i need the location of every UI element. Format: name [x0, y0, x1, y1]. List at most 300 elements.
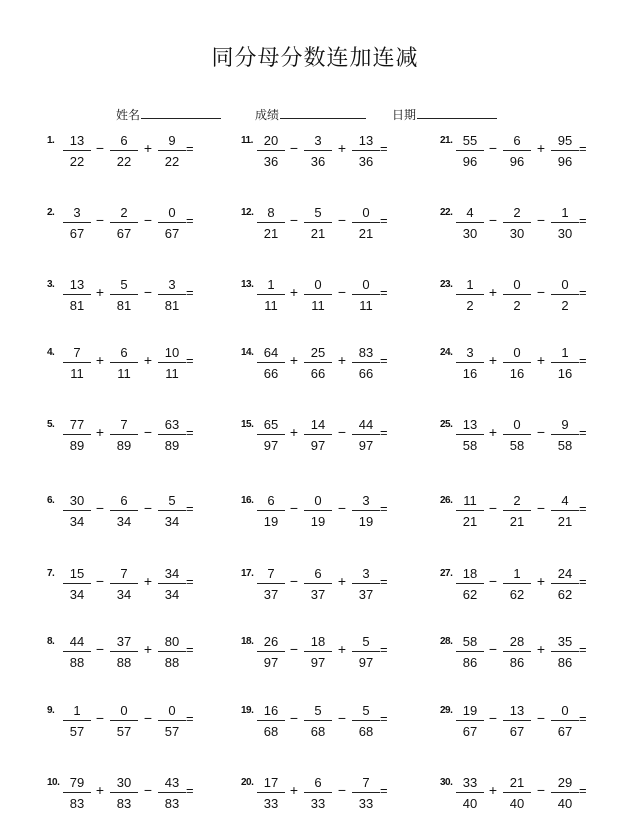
fraction — [550, 345, 580, 381]
numerator: 18 — [462, 566, 478, 581]
fraction-bar — [352, 583, 380, 584]
fraction-bar — [110, 362, 138, 363]
numerator: 5 — [120, 277, 128, 292]
fraction-bar — [110, 583, 138, 584]
denominator: 37 — [310, 587, 326, 602]
fraction-bar — [158, 792, 186, 793]
fraction — [550, 775, 580, 811]
denominator: 67 — [116, 226, 132, 241]
fraction — [157, 493, 187, 529]
denominator: 40 — [462, 796, 478, 811]
problem — [241, 775, 391, 815]
numerator: 11 — [463, 493, 477, 508]
fraction-bar — [110, 792, 138, 793]
fraction — [109, 345, 139, 381]
equals-sign: = — [579, 213, 587, 228]
operator: + — [95, 284, 105, 300]
operator: + — [143, 352, 153, 368]
equals-sign: = — [579, 574, 587, 589]
numerator: 83 — [358, 345, 374, 360]
numerator: 5 — [362, 703, 370, 718]
fraction — [256, 634, 286, 670]
fraction — [303, 634, 333, 670]
fraction-bar — [257, 362, 285, 363]
numerator: 0 — [561, 277, 569, 292]
fraction — [62, 345, 92, 381]
fraction-bar — [456, 510, 484, 511]
numerator: 64 — [263, 345, 279, 360]
problem-number: 3. — [47, 279, 55, 290]
equals-sign: = — [186, 642, 194, 657]
numerator: 7 — [120, 566, 128, 581]
denominator: 40 — [557, 796, 573, 811]
operator: − — [289, 710, 299, 726]
problem — [241, 566, 391, 606]
denominator: 16 — [557, 366, 573, 381]
fraction-bar — [304, 510, 332, 511]
numerator: 16 — [263, 703, 279, 718]
problem — [440, 133, 590, 173]
fraction-bar — [110, 651, 138, 652]
denominator: 34 — [69, 587, 85, 602]
numerator: 4 — [561, 493, 569, 508]
fraction — [303, 205, 333, 241]
denominator: 86 — [509, 655, 525, 670]
problem — [47, 493, 197, 533]
fraction — [550, 634, 580, 670]
equals-sign: = — [579, 141, 587, 156]
fraction — [256, 417, 286, 453]
score-blank-line[interactable] — [280, 108, 366, 119]
denominator: 22 — [164, 154, 180, 169]
operator: − — [488, 573, 498, 589]
denominator: 81 — [164, 298, 180, 313]
problem — [440, 417, 590, 457]
equals-sign: = — [380, 213, 388, 228]
fraction — [502, 703, 532, 739]
fraction — [550, 703, 580, 739]
problem-number: 19. — [241, 705, 254, 716]
numerator: 1 — [561, 205, 569, 220]
fraction-bar — [503, 222, 531, 223]
numerator: 3 — [73, 205, 81, 220]
numerator: 43 — [164, 775, 180, 790]
denominator: 57 — [116, 724, 132, 739]
equals-sign: = — [186, 213, 194, 228]
fraction-bar — [110, 294, 138, 295]
fraction — [455, 703, 485, 739]
fraction — [550, 417, 580, 453]
operator: + — [536, 641, 546, 657]
equals-sign: = — [186, 783, 194, 798]
denominator: 21 — [462, 514, 478, 529]
numerator: 3 — [314, 133, 322, 148]
fraction — [256, 775, 286, 811]
numerator: 79 — [69, 775, 85, 790]
denominator: 67 — [69, 226, 85, 241]
fraction-bar — [257, 150, 285, 151]
numerator: 55 — [462, 133, 478, 148]
equals-sign: = — [186, 574, 194, 589]
problem-number: 30. — [440, 777, 453, 788]
operator: − — [95, 573, 105, 589]
numerator: 6 — [314, 775, 322, 790]
fraction — [502, 634, 532, 670]
fraction-bar — [456, 792, 484, 793]
numerator: 3 — [168, 277, 176, 292]
numerator: 0 — [513, 277, 521, 292]
denominator: 34 — [116, 514, 132, 529]
fraction-bar — [352, 362, 380, 363]
fraction — [62, 566, 92, 602]
equals-sign: = — [380, 642, 388, 657]
denominator: 2 — [513, 298, 521, 313]
numerator: 3 — [466, 345, 474, 360]
operator: + — [337, 352, 347, 368]
fraction — [157, 417, 187, 453]
fraction — [303, 277, 333, 313]
denominator: 88 — [69, 655, 85, 670]
denominator: 22 — [116, 154, 132, 169]
numerator: 5 — [168, 493, 176, 508]
operator: − — [95, 140, 105, 156]
numerator: 6 — [267, 493, 275, 508]
denominator: 21 — [358, 226, 374, 241]
fraction-bar — [551, 583, 579, 584]
problem — [47, 775, 197, 815]
numerator: 29 — [557, 775, 573, 790]
numerator: 5 — [362, 634, 370, 649]
denominator: 57 — [69, 724, 85, 739]
operator: − — [337, 424, 347, 440]
numerator: 6 — [120, 493, 128, 508]
denominator: 88 — [164, 655, 180, 670]
numerator: 80 — [164, 634, 180, 649]
operator: − — [95, 500, 105, 516]
operator: − — [95, 710, 105, 726]
fraction — [62, 277, 92, 313]
fraction — [157, 345, 187, 381]
fraction — [502, 345, 532, 381]
numerator: 0 — [561, 703, 569, 718]
fraction-bar — [304, 294, 332, 295]
numerator: 1 — [561, 345, 569, 360]
equals-sign: = — [380, 711, 388, 726]
fraction-bar — [456, 294, 484, 295]
denominator: 40 — [509, 796, 525, 811]
fraction-bar — [158, 720, 186, 721]
problem — [241, 634, 391, 674]
operator: − — [143, 500, 153, 516]
equals-sign: = — [186, 353, 194, 368]
fraction — [550, 277, 580, 313]
problem — [241, 133, 391, 173]
fraction-bar — [456, 651, 484, 652]
operator: − — [488, 500, 498, 516]
problem — [440, 345, 590, 385]
fraction-bar — [503, 362, 531, 363]
fraction-bar — [63, 792, 91, 793]
fraction — [351, 493, 381, 529]
numerator: 3 — [362, 493, 370, 508]
fraction — [502, 277, 532, 313]
fraction — [455, 417, 485, 453]
numerator: 13 — [462, 417, 478, 432]
operator: + — [289, 284, 299, 300]
operator: − — [289, 641, 299, 657]
fraction-bar — [63, 222, 91, 223]
name-blank-line[interactable] — [141, 108, 221, 119]
fraction-bar — [158, 362, 186, 363]
numerator: 17 — [263, 775, 279, 790]
fraction-bar — [456, 362, 484, 363]
fraction-bar — [63, 651, 91, 652]
problem — [47, 345, 197, 385]
numerator: 33 — [462, 775, 478, 790]
fraction — [256, 566, 286, 602]
operator: + — [143, 573, 153, 589]
problem — [440, 205, 590, 245]
numerator: 3 — [362, 566, 370, 581]
equals-sign: = — [380, 353, 388, 368]
numerator: 1 — [513, 566, 521, 581]
denominator: 34 — [116, 587, 132, 602]
fraction-bar — [551, 651, 579, 652]
score-field[interactable] — [255, 106, 366, 123]
operator: + — [337, 140, 347, 156]
problem-number: 23. — [440, 279, 453, 290]
numerator: 5 — [314, 205, 322, 220]
denominator: 62 — [462, 587, 478, 602]
numerator: 6 — [314, 566, 322, 581]
fraction — [157, 775, 187, 811]
fraction-bar — [551, 720, 579, 721]
date-field[interactable] — [392, 106, 497, 123]
operator: − — [143, 782, 153, 798]
fraction-bar — [158, 651, 186, 652]
fraction-bar — [257, 583, 285, 584]
numerator: 2 — [120, 205, 128, 220]
equals-sign: = — [380, 783, 388, 798]
denominator: 33 — [310, 796, 326, 811]
denominator: 58 — [557, 438, 573, 453]
fraction-bar — [110, 434, 138, 435]
fraction — [303, 566, 333, 602]
fraction — [502, 775, 532, 811]
fraction-bar — [551, 150, 579, 151]
equals-sign: = — [579, 711, 587, 726]
fraction-bar — [352, 510, 380, 511]
fraction-bar — [110, 150, 138, 151]
numerator: 6 — [120, 133, 128, 148]
problem-number: 14. — [241, 347, 254, 358]
fraction-bar — [63, 362, 91, 363]
fraction-bar — [257, 510, 285, 511]
problem-number: 12. — [241, 207, 254, 218]
problem-number: 21. — [440, 135, 453, 146]
fraction — [351, 703, 381, 739]
fraction — [303, 345, 333, 381]
problem — [47, 703, 197, 743]
numerator: 25 — [310, 345, 326, 360]
fraction-bar — [63, 294, 91, 295]
fraction — [256, 205, 286, 241]
operator: + — [536, 140, 546, 156]
denominator: 58 — [509, 438, 525, 453]
operator: − — [289, 500, 299, 516]
denominator: 67 — [509, 724, 525, 739]
denominator: 97 — [263, 655, 279, 670]
denominator: 22 — [69, 154, 85, 169]
fraction-bar — [503, 792, 531, 793]
numerator: 0 — [314, 277, 322, 292]
denominator: 19 — [310, 514, 326, 529]
problem-number: 26. — [440, 495, 453, 506]
denominator: 19 — [263, 514, 279, 529]
operator: − — [337, 782, 347, 798]
problem-number: 10. — [47, 777, 60, 788]
problem — [241, 703, 391, 743]
operator: + — [337, 573, 347, 589]
denominator: 36 — [310, 154, 326, 169]
problem-number: 16. — [241, 495, 254, 506]
denominator: 97 — [358, 655, 374, 670]
fraction — [303, 493, 333, 529]
fraction-bar — [551, 294, 579, 295]
fraction — [455, 634, 485, 670]
date-blank-line[interactable] — [417, 108, 497, 119]
fraction-bar — [110, 510, 138, 511]
equals-sign: = — [579, 783, 587, 798]
operator: − — [536, 212, 546, 228]
fraction-bar — [551, 792, 579, 793]
numerator: 35 — [557, 634, 573, 649]
denominator: 66 — [263, 366, 279, 381]
fraction-bar — [352, 434, 380, 435]
fraction-bar — [503, 720, 531, 721]
operator: − — [337, 284, 347, 300]
numerator: 10 — [164, 345, 180, 360]
fraction — [351, 133, 381, 169]
problem-number: 5. — [47, 419, 55, 430]
operator: − — [143, 284, 153, 300]
page-title: 同分母分数连加连减 — [211, 46, 419, 71]
problem-number: 18. — [241, 636, 254, 647]
denominator: 83 — [69, 796, 85, 811]
denominator: 68 — [263, 724, 279, 739]
fraction — [109, 566, 139, 602]
operator: − — [143, 424, 153, 440]
denominator: 16 — [462, 366, 478, 381]
problem — [440, 277, 590, 317]
numerator: 1 — [466, 277, 474, 292]
fraction — [351, 205, 381, 241]
equals-sign: = — [579, 642, 587, 657]
operator: + — [95, 424, 105, 440]
denominator: 2 — [561, 298, 569, 313]
numerator: 0 — [168, 205, 176, 220]
denominator: 30 — [462, 226, 478, 241]
denominator: 67 — [164, 226, 180, 241]
denominator: 97 — [310, 438, 326, 453]
numerator: 7 — [73, 345, 81, 360]
operator: − — [488, 710, 498, 726]
fraction-bar — [158, 510, 186, 511]
equals-sign: = — [186, 425, 194, 440]
fraction-bar — [257, 651, 285, 652]
fraction — [109, 703, 139, 739]
numerator: 13 — [69, 277, 85, 292]
fraction-bar — [304, 222, 332, 223]
problem — [47, 277, 197, 317]
operator: − — [536, 424, 546, 440]
problem-number: 11. — [241, 135, 253, 146]
denominator: 96 — [557, 154, 573, 169]
denominator: 11 — [70, 366, 84, 381]
fraction — [109, 205, 139, 241]
equals-sign: = — [579, 425, 587, 440]
problem-number: 20. — [241, 777, 254, 788]
equals-sign: = — [579, 501, 587, 516]
fraction — [455, 493, 485, 529]
fraction — [351, 566, 381, 602]
fraction-bar — [456, 434, 484, 435]
numerator: 1 — [73, 703, 81, 718]
equals-sign: = — [579, 353, 587, 368]
fraction-bar — [503, 150, 531, 151]
fraction-bar — [304, 720, 332, 721]
name-field[interactable] — [116, 106, 221, 123]
problem-number: 25. — [440, 419, 453, 430]
fraction — [455, 345, 485, 381]
numerator: 30 — [69, 493, 85, 508]
fraction-bar — [503, 583, 531, 584]
operator: − — [488, 140, 498, 156]
numerator: 5 — [314, 703, 322, 718]
denominator: 34 — [164, 587, 180, 602]
denominator: 11 — [165, 366, 179, 381]
denominator: 21 — [509, 514, 525, 529]
numerator: 13 — [69, 133, 85, 148]
fraction-bar — [63, 720, 91, 721]
numerator: 13 — [358, 133, 374, 148]
fraction-bar — [63, 150, 91, 151]
fraction-bar — [304, 362, 332, 363]
fraction — [109, 133, 139, 169]
operator: − — [289, 573, 299, 589]
problem — [47, 205, 197, 245]
fraction-bar — [304, 792, 332, 793]
fraction — [351, 634, 381, 670]
operator: − — [337, 500, 347, 516]
fraction — [550, 205, 580, 241]
score-label: 成绩 — [255, 108, 280, 122]
denominator: 16 — [509, 366, 525, 381]
fraction-bar — [352, 792, 380, 793]
denominator: 68 — [310, 724, 326, 739]
fraction-bar — [257, 222, 285, 223]
denominator: 21 — [557, 514, 573, 529]
operator: − — [289, 140, 299, 156]
numerator: 15 — [69, 566, 85, 581]
operator: − — [95, 212, 105, 228]
fraction — [303, 775, 333, 811]
fraction-bar — [110, 720, 138, 721]
fraction — [455, 566, 485, 602]
operator: + — [289, 782, 299, 798]
denominator: 96 — [462, 154, 478, 169]
denominator: 83 — [164, 796, 180, 811]
